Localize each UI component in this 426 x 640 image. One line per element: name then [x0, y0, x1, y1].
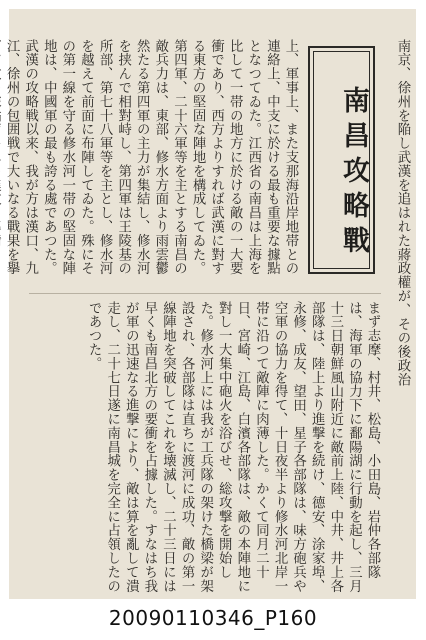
page-id-caption: 20090110346_P160 — [108, 606, 318, 630]
lower-body-text: まず志摩、村井、松島、小田島、岩仲各部隊は、海軍の協力下に鄱陽湖に行動を起し、三月十三日朝鮮風山附近に敵前上陸、中井、井上各部隊は、陸上より進撃を続け、德安、涂家埠、永修、成友、望田、星子各部隊は、味方砲兵や空軍の協力を得て、十日夜半より修水河北岸一帯に沿つて敵陣に肉薄した。かくて同月二十日、宮崎、江島、白濱各部隊は、敵の本陣地に對し一大集中砲火を浴びせ、総攻撃を開始した。修水河上には我が工兵隊の架けた橋梁が架設され、各部隊は直ちに渡河に成功、敵の第一線陣地を突破してこれを壊滅し、二十三日には早くも南昌北方の要衝を占據した。すなはち我が軍の迅速なる進撃により、敵は算を亂して潰走し、二十七日遂に南昌城を完全に占領したのであつた。 — [86, 301, 380, 593]
right-column-text: 南京、徐州を陥し武漢を追はれた蔣政權が、その後政治 — [395, 39, 410, 387]
title-frame — [308, 46, 375, 274]
section-divider — [29, 293, 381, 294]
article-title: 南昌攻略戰 — [338, 85, 369, 261]
upper-body-text: 上、軍事上、また支那海沿岸地帯との連絡上、中支に於ける最も重要な據點となつてゐた。江西省の南昌は上海を比して一帯の地方に於ける敵の一大要衝であり、西方よりすれば武漢に對する東方の堅固な陣地を構成してゐた。第四軍、二十六軍等を主とする南昌の敵兵力は、東部、修水方面より雨雲鬱然たる第四軍の主力が集結し、修水河を挟んで相對峙し、第四軍は王陵基の所部、第七十八軍等を主とし、修水河を越えて前面に布陣してゐた。殊にその第一線を守る修水河一帯の堅固な陣地は、中國軍の最も誇る處であつた。武漢の攻略戦以来、我が方は漢口、九江、徐州の包囲戦で大いなる戰果を擧 — [4, 39, 298, 276]
book-page — [4, 9, 416, 599]
